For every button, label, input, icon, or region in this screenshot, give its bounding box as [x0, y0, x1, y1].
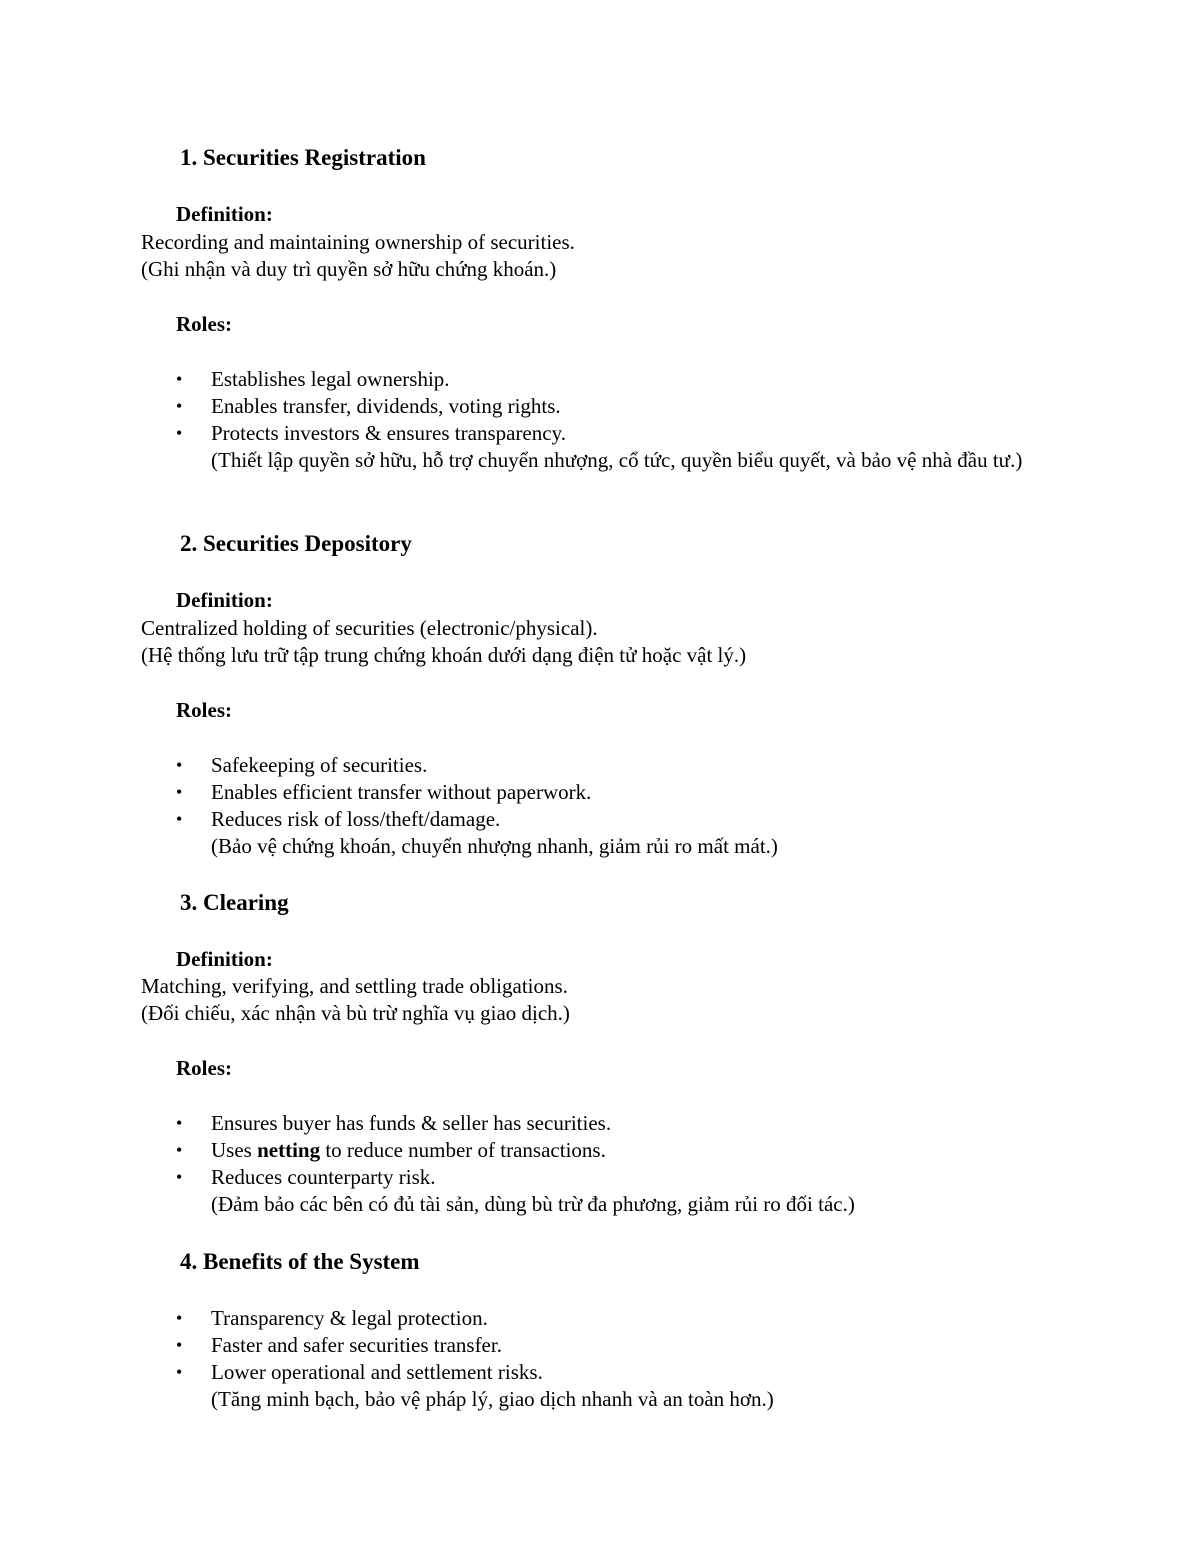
bullet-icon: •: [176, 1140, 183, 1160]
netting-text-after: to reduce number of transactions.: [320, 1138, 606, 1162]
list-item: [176, 1332, 1076, 1359]
section-heading-clearing: 3. Clearing: [180, 890, 289, 915]
list-item: [176, 1110, 1076, 1137]
benefits-translation: (Tăng minh bạch, bảo vệ pháp lý, giao dịch nhanh và an toàn hơn.): [211, 1387, 774, 1411]
section-heading-benefits: 4. Benefits of the System: [180, 1249, 420, 1274]
list-item: [176, 1359, 1076, 1413]
list-item: [176, 393, 1076, 420]
roles-list: [176, 1110, 1076, 1218]
definition-text: Centralized holding of securities (electronic/physical).: [141, 616, 598, 640]
definition-label: Definition:: [176, 588, 273, 612]
list-item-text: Protects investors & ensures transparency.: [211, 421, 566, 445]
list-item-text: Ensures buyer has funds & seller has securities.: [211, 1111, 612, 1135]
roles-label: Roles:: [176, 1056, 232, 1080]
bullet-icon: •: [176, 423, 183, 443]
definition-label: Definition:: [176, 947, 273, 971]
benefits-list: [176, 1305, 1076, 1413]
bullet-icon: •: [176, 1362, 183, 1382]
list-item: [176, 420, 1076, 474]
list-item: [176, 1164, 1076, 1218]
list-item: [176, 366, 1076, 393]
list-item-text: Enables transfer, dividends, voting rights.: [211, 394, 561, 418]
bullet-icon: •: [176, 369, 183, 389]
roles-label: Roles:: [176, 698, 232, 722]
list-item: [176, 1305, 1076, 1332]
bullet-icon: •: [176, 1113, 183, 1133]
roles-label: Roles:: [176, 312, 232, 336]
bullet-icon: •: [176, 782, 183, 802]
list-item-text: Establishes legal ownership.: [211, 367, 450, 391]
list-item-text: Transparency & legal protection.: [211, 1306, 488, 1330]
list-item: [176, 752, 1076, 779]
roles-list: [176, 752, 1076, 860]
definition-text: Matching, verifying, and settling trade obligations.: [141, 974, 568, 998]
list-item: [176, 806, 1076, 860]
bullet-icon: •: [176, 809, 183, 829]
bullet-icon: •: [176, 1335, 183, 1355]
list-item-text: Reduces risk of loss/theft/damage.: [211, 807, 501, 831]
list-item: [176, 779, 1076, 806]
definition-text: Recording and maintaining ownership of securities.: [141, 230, 575, 254]
list-item-text: Faster and safer securities transfer.: [211, 1333, 502, 1357]
bullet-icon: •: [176, 396, 183, 416]
list-item-text: Lower operational and settlement risks.: [211, 1360, 543, 1384]
list-item-text: Reduces counterparty risk.: [211, 1165, 436, 1189]
definition-translation: (Đối chiếu, xác nhận và bù trừ nghĩa vụ giao dịch.): [141, 1001, 570, 1025]
roles-list: [176, 366, 1076, 474]
roles-translation: (Thiết lập quyền sở hữu, hỗ trợ chuyển nhượng, cổ tức, quyền biểu quyết, và bảo vệ nhà đầu tư.): [211, 448, 1023, 472]
roles-translation: (Đảm bảo các bên có đủ tài sản, dùng bù trừ đa phương, giảm rủi ro đối tác.): [211, 1192, 855, 1216]
definition-label: Definition:: [176, 202, 273, 226]
section-heading-depository: 2. Securities Depository: [180, 531, 412, 556]
list-item-text: Enables efficient transfer without paperwork.: [211, 780, 592, 804]
netting-term: netting: [257, 1138, 321, 1162]
section-heading-registration: 1. Securities Registration: [180, 145, 426, 170]
definition-translation: (Ghi nhận và duy trì quyền sở hữu chứng khoán.): [141, 257, 557, 281]
bullet-icon: •: [176, 1167, 183, 1187]
list-item-text: Safekeeping of securities.: [211, 753, 428, 777]
netting-text-before: Uses: [211, 1138, 258, 1162]
bullet-icon: •: [176, 755, 183, 775]
roles-translation: (Bảo vệ chứng khoán, chuyển nhượng nhanh, giảm rủi ro mất mát.): [211, 834, 778, 858]
bullet-icon: •: [176, 1308, 183, 1328]
list-item: [176, 1137, 1076, 1164]
definition-translation: (Hệ thống lưu trữ tập trung chứng khoán dưới dạng điện tử hoặc vật lý.): [141, 643, 747, 667]
